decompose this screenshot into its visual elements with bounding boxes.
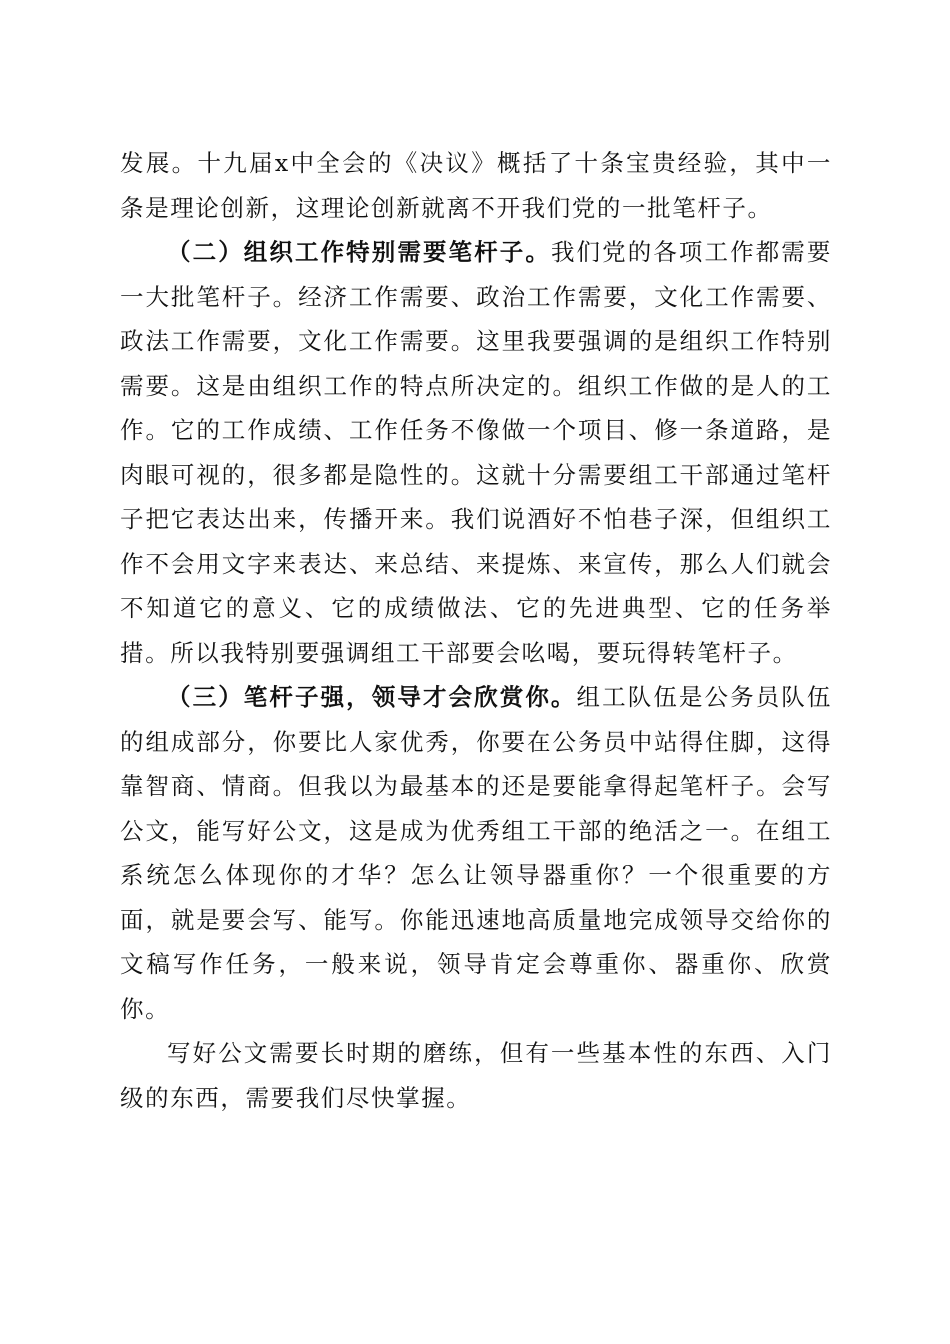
paragraph-text: 我们党的各项工作都需要一大批笔杆子。经济工作需要、政治工作需要，文化工作需要、政法工作需要，文化工作需要。这里我要强调的是组织工作特别需要。这是由组织工作的特点所决定的。组织工作做的是人的工作。它的工作成绩、工作任务不像做一个项目、修一条道路，是肉眼可视的，很多都是隐性的。这就十分需要组工干部通过笔杆子把它表达出来，传播开来。我们说酒好不怕巷子深，但组织工作不会用文字来表达、来总结、来提炼、来宣传，那么人们就会不知道它的意义、它的成绩做法、它的先进典型、它的任务举措。所以我特别要强调组工干部要会吆喝，要玩得转笔杆子。 [120, 238, 832, 667]
paragraph-text: 写好公文需要长时期的磨练，但有一些基本性的东西、入门级的东西，需要我们尽快掌握。 [120, 1039, 832, 1112]
section-heading-three: （三）笔杆子强，领导才会欣赏你。 [167, 683, 577, 711]
section-heading-two: （二）组织工作特别需要笔杆子。 [167, 238, 551, 266]
paragraph-section-two [120, 230, 832, 675]
paragraph-text: 组工队伍是公务员队伍的组成部分，你要比人家优秀，你要在公务员中站得住脚，这得靠智商、情商。但我以为最基本的还是要能拿得起笔杆子。会写公文，能写好公文，这是成为优秀组工干部的绝活之一。在组工系统怎么体现你的才华？怎么让领导器重你？一个很重要的方面，就是要会写、能写。你能迅速地高质量地完成领导交给你的文稿写作任务，一般来说，领导肯定会尊重你、器重你、欣赏你。 [120, 683, 832, 1023]
paragraph-continuation [120, 141, 832, 230]
document-body [120, 141, 832, 1120]
paragraph-closing [120, 1031, 832, 1120]
paragraph-text: 发展。十九届x中全会的《决议》概括了十条宝贵经验，其中一条是理论创新，这理论创新就离不开我们党的一批笔杆子。 [120, 149, 832, 222]
paragraph-section-three [120, 675, 832, 1031]
